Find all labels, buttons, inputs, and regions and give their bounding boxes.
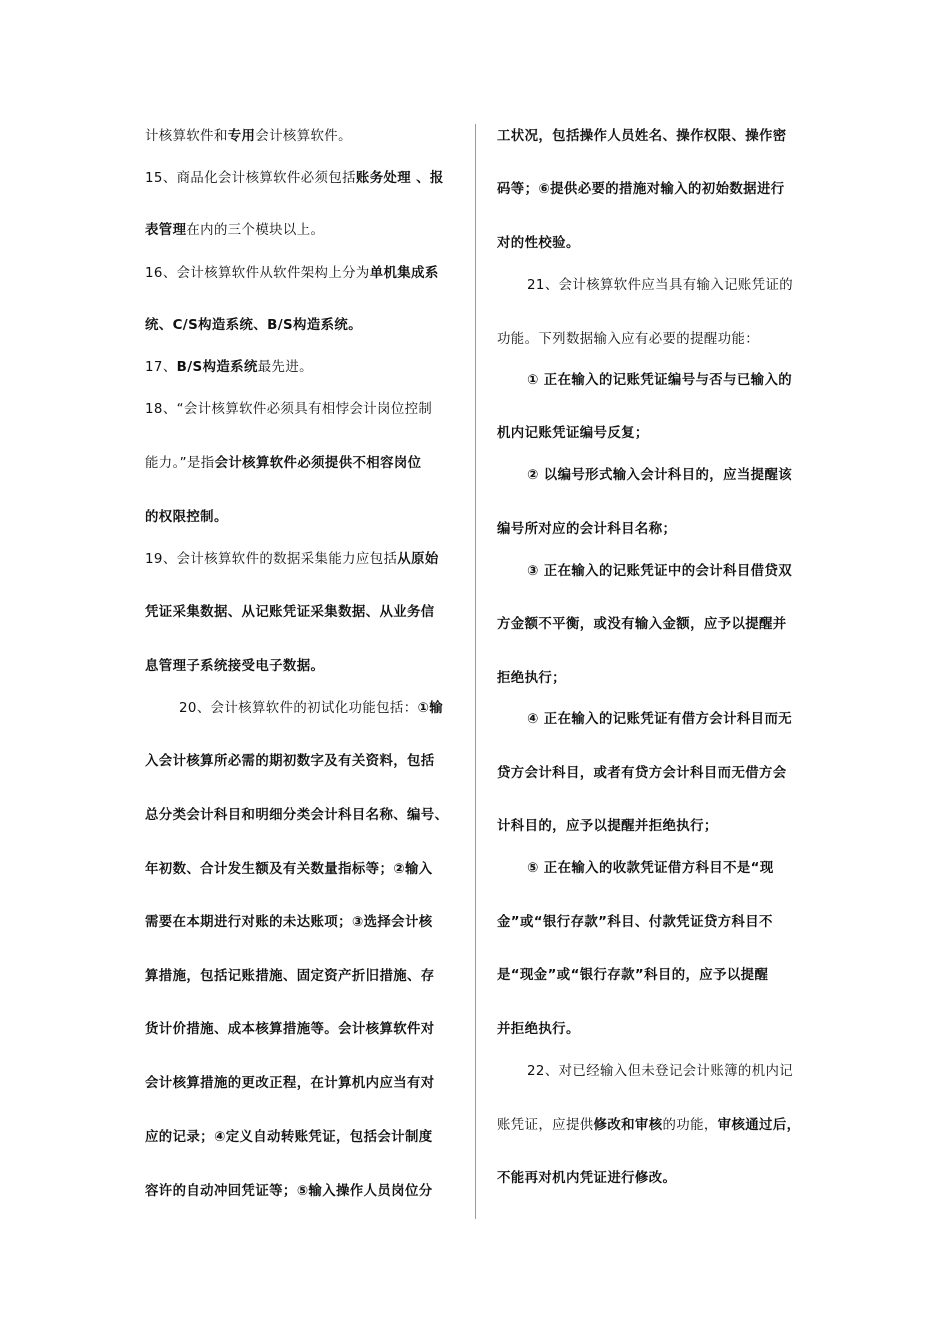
bold-text-run: 工状况，包括操作人员姓名、操作权限、操作密 bbox=[497, 129, 787, 144]
column-divider bbox=[475, 124, 476, 1219]
bold-text-run: 总分类会计科目和明细分类会计科目名称、编号、 bbox=[145, 808, 449, 823]
text-line bbox=[497, 235, 580, 253]
text-line bbox=[497, 467, 792, 485]
text-run: 在内的三个模块以上。 bbox=[186, 223, 325, 238]
text-run: 账凭证，应提供 bbox=[497, 1118, 594, 1133]
text-line bbox=[145, 128, 352, 146]
text-run: 17、 bbox=[145, 360, 177, 375]
bold-text-run: 表管理 bbox=[145, 223, 187, 238]
bold-text-run: 拒绝执行； bbox=[497, 671, 566, 686]
bold-text-run: B/S构造系统 bbox=[176, 360, 258, 375]
bold-text-run: ④ 正在输入的记账凭证有借方会计科目而无 bbox=[527, 712, 793, 727]
bold-text-run: 编号所对应的会计科目名称； bbox=[497, 522, 677, 537]
text-line bbox=[145, 1075, 435, 1093]
bold-text-run: ① 正在输入的记账凭证编号与否与已输入的 bbox=[527, 373, 793, 388]
text-line bbox=[145, 317, 362, 335]
text-run: 22、对已经输入但未登记会计账簿的机内记 bbox=[527, 1064, 794, 1079]
text-line bbox=[145, 265, 439, 283]
bold-text-run: ② 以编号形式输入会计科目的，应当提醒该 bbox=[527, 468, 793, 483]
bold-text-run: 会计核算措施的更改正程，在计算机内应当有对 bbox=[145, 1076, 435, 1091]
bold-text-run: 年初数、合计发生额及有关数量指标等；②输入 bbox=[145, 862, 433, 877]
bold-text-run: 专用 bbox=[227, 129, 256, 144]
bold-text-run: 凭证采集数据、从记账凭证采集数据、从业务信 bbox=[145, 605, 435, 620]
text-line bbox=[497, 1063, 793, 1081]
text-line bbox=[145, 658, 324, 676]
text-line bbox=[497, 711, 792, 729]
bold-text-run: 不能再对机内凭证进行修改。 bbox=[497, 1171, 677, 1186]
bold-text-run: 账务处理 、报 bbox=[355, 171, 444, 186]
bold-text-run: 从原始 bbox=[397, 552, 439, 567]
text-line bbox=[497, 1170, 676, 1188]
bold-text-run: 修改和审核 bbox=[593, 1118, 663, 1133]
text-line bbox=[145, 1129, 433, 1147]
text-line bbox=[145, 222, 324, 240]
text-line bbox=[497, 1021, 580, 1039]
text-line bbox=[145, 753, 435, 771]
text-run: 18、“会计核算软件必须具有相悖会计岗位控制 bbox=[145, 402, 433, 417]
bold-text-run: ③ 正在输入的记账凭证中的会计科目借贷双 bbox=[527, 564, 793, 579]
text-line bbox=[497, 818, 718, 836]
bold-text-run: 会计核算软件必须提供不相容岗位 bbox=[214, 456, 422, 471]
text-line bbox=[497, 563, 792, 581]
text-line bbox=[497, 181, 785, 199]
text-line bbox=[145, 807, 448, 825]
bold-text-run: 并拒绝执行。 bbox=[497, 1022, 580, 1037]
bold-text-run: 容许的自动冲回凭证等；⑤输入操作人员岗位分 bbox=[145, 1184, 433, 1199]
text-run: 最先进。 bbox=[257, 360, 313, 375]
text-line bbox=[497, 860, 774, 878]
text-line bbox=[145, 170, 444, 188]
bold-text-run: ①输 bbox=[417, 701, 444, 716]
text-run: 21、会计核算软件应当具有输入记账凭证的 bbox=[527, 278, 794, 293]
text-line bbox=[497, 670, 566, 688]
text-line bbox=[145, 455, 421, 473]
text-run: 15、商品化会计核算软件必须包括 bbox=[145, 171, 356, 186]
text-line bbox=[497, 425, 649, 443]
bold-text-run: 计科目的，应予以提醒并拒绝执行； bbox=[497, 819, 718, 834]
bold-text-run: 码等；⑥提供必要的措施对输入的初始数据进行 bbox=[497, 182, 785, 197]
text-line bbox=[145, 551, 439, 569]
text-line bbox=[145, 509, 228, 527]
text-line bbox=[145, 914, 433, 932]
text-line bbox=[497, 616, 787, 634]
text-line bbox=[497, 331, 759, 349]
text-line bbox=[145, 1183, 433, 1201]
bold-text-run: 方金额不平衡，或没有输入金额，应予以提醒并 bbox=[497, 617, 787, 632]
text-line bbox=[145, 1021, 435, 1039]
text-line bbox=[145, 604, 435, 622]
bold-text-run: 单机集成系 bbox=[369, 266, 439, 281]
bold-text-run: 机内记账凭证编号反复； bbox=[497, 426, 649, 441]
bold-text-run: 统、C/S构造系统、B/S构造系统。 bbox=[145, 318, 362, 333]
text-line bbox=[497, 521, 676, 539]
text-line bbox=[145, 861, 433, 879]
text-run: 20、会计核算软件的初试化功能包括： bbox=[179, 701, 418, 716]
bold-text-run: 贷方会计科目，或者有贷方会计科目而无借方会 bbox=[497, 766, 787, 781]
text-line bbox=[145, 401, 432, 419]
text-line bbox=[497, 128, 787, 146]
text-run: 16、会计核算软件从软件架构上分为 bbox=[145, 266, 370, 281]
bold-text-run: 息管理子系统接受电子数据。 bbox=[145, 659, 325, 674]
bold-text-run: 入会计核算所必需的期初数字及有关资料，包括 bbox=[145, 754, 435, 769]
text-line bbox=[497, 277, 793, 295]
bold-text-run: 对的性校验。 bbox=[497, 236, 580, 251]
text-line bbox=[497, 914, 773, 932]
text-line bbox=[145, 968, 435, 986]
text-line bbox=[145, 359, 313, 377]
bold-text-run: 是“现金”或“银行存款”科目的，应予以提醒 bbox=[497, 968, 769, 983]
text-line bbox=[497, 967, 768, 985]
bold-text-run: 算措施，包括记账措施、固定资产折旧措施、存 bbox=[145, 969, 435, 984]
text-line bbox=[497, 765, 787, 783]
text-line bbox=[145, 700, 443, 718]
text-line bbox=[497, 372, 792, 390]
text-run: 的功能， bbox=[662, 1118, 718, 1133]
bold-text-run: ⑤ 正在输入的收款凭证借方科目不是“现 bbox=[527, 861, 774, 876]
bold-text-run: 需要在本期进行对账的未达账项；③选择会计核 bbox=[145, 915, 433, 930]
text-run: 计核算软件和 bbox=[145, 129, 228, 144]
bold-text-run: 应的记录；④定义自动转账凭证，包括会计制度 bbox=[145, 1130, 433, 1145]
text-run: 会计核算软件。 bbox=[255, 129, 352, 144]
text-line bbox=[497, 1117, 800, 1135]
text-run: 能力。”是指 bbox=[145, 456, 215, 471]
bold-text-run: 审核通过后， bbox=[717, 1118, 801, 1133]
text-run: 功能。下列数据输入应有必要的提醒功能： bbox=[497, 332, 760, 347]
bold-text-run: 金”或“银行存款”科目、付款凭证贷方科目不 bbox=[497, 915, 773, 930]
bold-text-run: 货计价措施、成本核算措施等。会计核算软件对 bbox=[145, 1022, 435, 1037]
text-run: 19、会计核算软件的数据采集能力应包括 bbox=[145, 552, 398, 567]
bold-text-run: 的权限控制。 bbox=[145, 510, 228, 525]
